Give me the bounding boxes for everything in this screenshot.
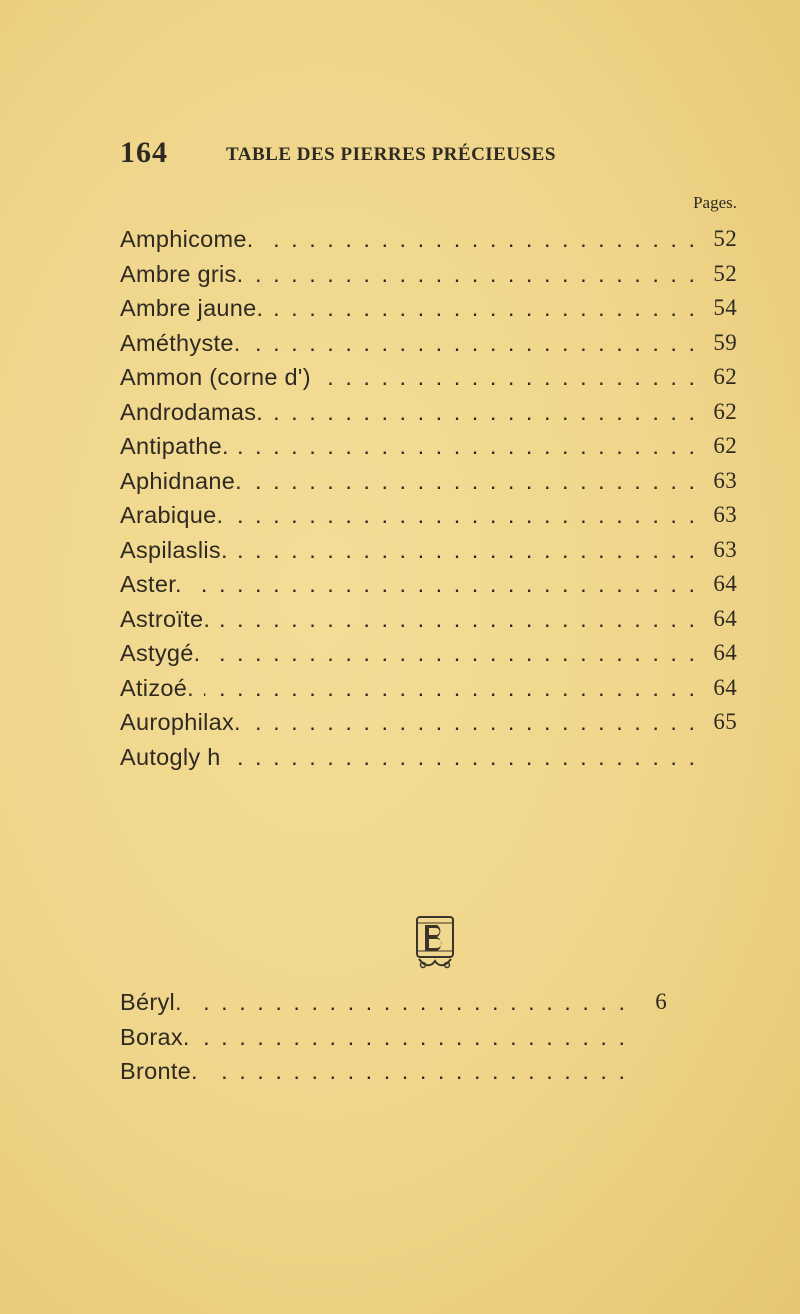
entry-page: 63 bbox=[713, 502, 737, 527]
entry-name: Béryl. bbox=[120, 989, 182, 1015]
index-entry bbox=[120, 671, 737, 706]
index-entry bbox=[120, 257, 737, 292]
entry-name: Aspilaslis. bbox=[120, 536, 228, 563]
index-entry bbox=[120, 567, 737, 602]
index-entry bbox=[120, 464, 737, 499]
entry-name: Ammon (corne d') bbox=[120, 364, 311, 390]
running-title: TABLE DES PIERRES PRÉCIEUSES bbox=[226, 144, 556, 165]
entry-page: 52 bbox=[713, 226, 737, 251]
entry-page: 65 bbox=[713, 709, 737, 734]
entry-page: 62 bbox=[713, 364, 737, 389]
entry-name: Astroïte. bbox=[120, 605, 211, 632]
entry-page: 64 bbox=[713, 674, 737, 700]
index-entry bbox=[120, 395, 737, 430]
index-entry bbox=[120, 740, 737, 775]
ornamental-letter-b bbox=[417, 917, 453, 968]
entry-list-a bbox=[120, 222, 737, 774]
entry-page: 62 bbox=[713, 398, 737, 424]
section-letter-b-ornament bbox=[413, 913, 457, 971]
entry-name: Atizoé. bbox=[120, 674, 194, 701]
index-entry bbox=[120, 360, 737, 395]
index-entry bbox=[120, 291, 737, 326]
index-entry bbox=[120, 602, 737, 637]
entry-page: 63 bbox=[713, 467, 737, 493]
index-entry bbox=[120, 326, 737, 361]
entry-list-b bbox=[120, 985, 667, 1089]
entry-name: Ambre jaune. bbox=[120, 295, 264, 321]
entry-page: 64 bbox=[713, 605, 737, 631]
entry-name: Astygé. bbox=[120, 640, 201, 666]
page-number: 164 bbox=[120, 136, 168, 169]
index-entry bbox=[120, 498, 737, 533]
entry-page: 63 bbox=[713, 536, 737, 562]
index-entry bbox=[120, 1054, 667, 1089]
running-header bbox=[120, 136, 720, 176]
entry-page: 62 bbox=[713, 433, 737, 458]
index-entry bbox=[120, 985, 667, 1020]
entry-page: 52 bbox=[713, 260, 737, 286]
entry-page: 64 bbox=[713, 640, 737, 665]
index-entry bbox=[120, 705, 737, 740]
entry-name: Aurophilax. bbox=[120, 709, 241, 735]
entry-name: Améthyste. bbox=[120, 329, 241, 356]
entry-page: 64 bbox=[713, 571, 737, 596]
entry-name: Borax. bbox=[120, 1023, 190, 1050]
entry-name: Bronte. bbox=[120, 1058, 198, 1084]
index-entry bbox=[120, 636, 737, 671]
entry-page: 6 bbox=[655, 989, 667, 1014]
index-entry bbox=[120, 429, 737, 464]
entry-name: Aphidnane. bbox=[120, 467, 242, 494]
index-entry bbox=[120, 533, 737, 568]
pages-column-label: Pages. bbox=[693, 193, 737, 212]
entry-name: Antipathe. bbox=[120, 433, 229, 459]
entry-name: Androdamas. bbox=[120, 398, 264, 425]
entry-page: 54 bbox=[713, 295, 737, 320]
entry-name: Amphicome. bbox=[120, 226, 254, 252]
entry-page: 59 bbox=[713, 329, 737, 355]
entry-name: Aster. bbox=[120, 571, 182, 597]
entry-name: Arabique. bbox=[120, 502, 224, 528]
index-entry bbox=[120, 222, 737, 257]
entry-name: Autogly h bbox=[120, 743, 221, 770]
entry-name: Ambre gris. bbox=[120, 260, 244, 287]
index-entry bbox=[120, 1020, 667, 1055]
